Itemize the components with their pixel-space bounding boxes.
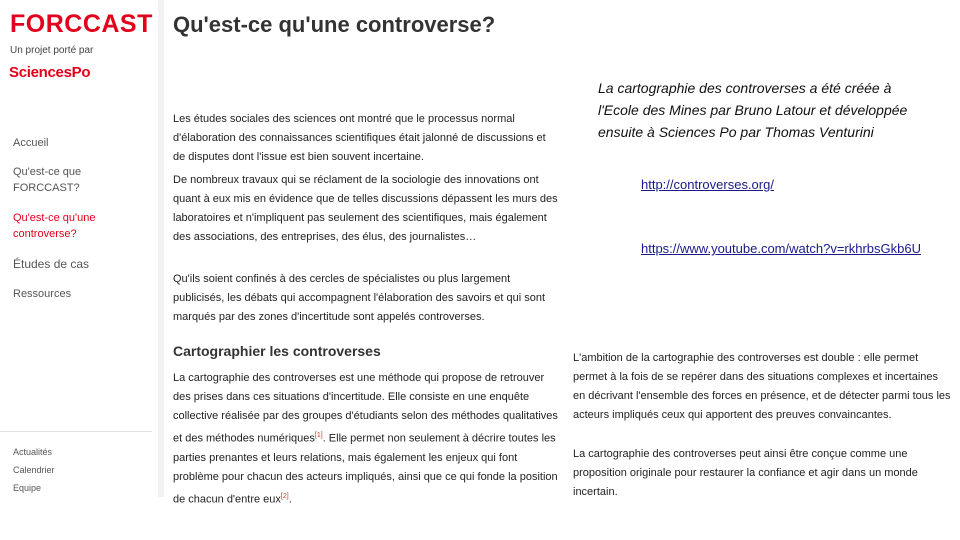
forccast-logo[interactable]: FORCCAST (10, 10, 153, 38)
nav-item-ressources[interactable]: Ressources (13, 288, 72, 300)
cartographie-text-b: . Elle permet non seulement à décrire toutes les parties prenantes et leurs relations, mais également les enjeux qui font problème pour chacun des acteurs impliqués, ainsi que ce qui fonde la position de chacun d'entre eux (173, 432, 558, 506)
nav-divider (0, 431, 152, 432)
ambition-paragraph: L'ambition de la cartographie des controverses est double : elle permet permet à la fois de se repérer dans des situations complexes et incertaines en décrivant l'ensemble des forces en présence, et de détecter parmi tous les acteurs impliqués ceux qui apportent des preuves convaincantes. (573, 352, 951, 421)
nav-item-forccast[interactable]: Qu'est-ce que FORCCAST? (13, 166, 82, 194)
nav-item-actualites[interactable]: Actualités (13, 447, 53, 457)
sciencespo-logo[interactable]: SciencesPo (9, 64, 91, 81)
controverses-link[interactable]: http://controverses.org/ (641, 177, 774, 192)
sidebar (0, 0, 158, 497)
cartographie-paragraph (173, 369, 558, 509)
footnote-ref-1[interactable]: [1] (314, 432, 323, 439)
nav-item-controverse[interactable]: Qu'est-ce qu'une controverse? (13, 212, 96, 240)
nav-item-calendrier[interactable]: Calendrier (13, 465, 55, 475)
intro-paragraph: Les études sociales des sciences ont montré que le processus normal d'élaboration des connaissances scientifiques était jalonné de discussions et de disputes dont l'issue est bien souvent incertaine. (173, 113, 546, 163)
sidebar-divider (158, 0, 164, 497)
innovation-paragraph: De nombreux travaux qui se réclament de la sociologie des innovations ont quant à eux mis en évidence que de telles discussions dépassent les murs des laboratoires et n'impliquent pas seulement des scientifiques, mais également des associations, des entreprises, des élus, des journalistes… (173, 174, 558, 243)
tagline: Un projet porté par (10, 45, 94, 56)
cartographie-text-a: La cartographie des controverses est une méthode qui propose de retrouver des prises dans ces situations d'incertitude. Elle consiste en une enquête collective réalisée par des groupes d'étudiants selon des méthodes qualitatives et des méthodes numériques (173, 372, 558, 445)
nav-item-equipe[interactable]: Equipe (13, 483, 42, 493)
slide-quote: La cartographie des controverses a été créée à l'Ecole des Mines par Bruno Latour et développée ensuite à Sciences Po par Thomas Venturini (598, 80, 908, 140)
cartographie-text-c: . (288, 493, 292, 506)
youtube-link[interactable]: https://www.youtube.com/watch?v=rkhrbsGkb6U (641, 241, 921, 256)
page-title: Qu'est-ce qu'une controverse? (173, 12, 496, 37)
nav-item-etudes[interactable]: Études de cas (13, 257, 90, 271)
footnote-ref-2[interactable]: [2] (280, 492, 289, 500)
nav-item-accueil[interactable]: Accueil (13, 137, 49, 149)
section-heading: Cartographier les controverses (173, 343, 381, 359)
confiance-paragraph: La cartographie des controverses peut ainsi être conçue comme une proposition originale pour restaurer la confiance et agir dans un monde incertain. (573, 448, 918, 498)
controverses-paragraph: Qu'ils soient confinés à des cercles de spécialistes ou plus largement publicisés, les débats qui accompagnent l'élaboration des savoirs et qui sont marqués par des zones d'incertitude sont appelés controverses. (173, 273, 546, 323)
